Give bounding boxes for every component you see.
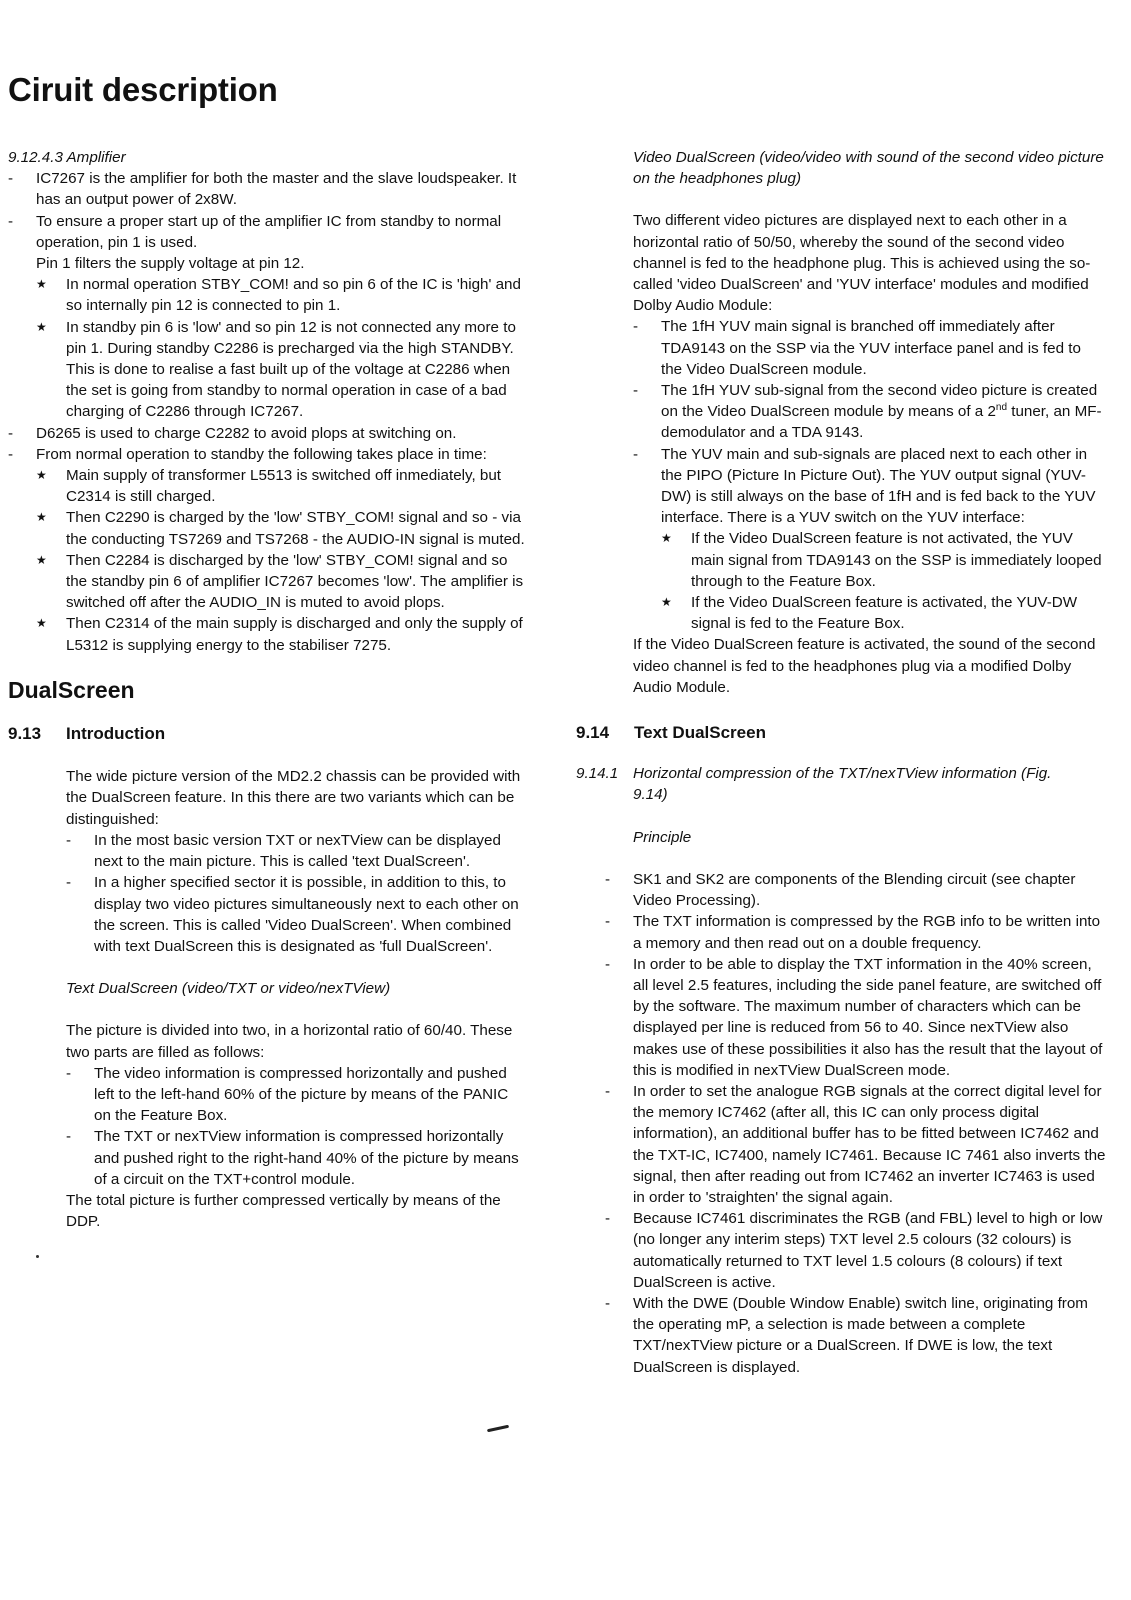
star-item: ★ Then C2284 is discharged by the 'low' STBY_COM! signal and so the standby pin 6 of amplifier IC7267 becomes 'low'. The amplifier is switched off after the AUDIO_IN is muted to avoid plops. bbox=[36, 550, 528, 614]
section-title: Text DualScreen bbox=[634, 723, 766, 743]
list-item: - D6265 is used to charge C2282 to avoid plops at switching on. bbox=[8, 423, 528, 444]
star-item: ★ Then C2314 of the main supply is discharged and only the supply of L5312 is supplying energy to the stabiliser 7275. bbox=[36, 613, 528, 655]
star-item: ★ Main supply of transformer L5513 is switched off inmediately, but C2314 is still charged. bbox=[36, 465, 528, 507]
scan-speck bbox=[36, 1255, 39, 1258]
right-column bbox=[576, 147, 1106, 1378]
section-title: Introduction bbox=[66, 724, 166, 744]
pin1-star-list bbox=[8, 274, 528, 422]
list-item: - SK1 and SK2 are components of the Blending circuit (see chapter Video Processing). bbox=[605, 869, 1106, 911]
intro-list bbox=[66, 830, 528, 957]
subsection-number: 9.14.1 bbox=[576, 765, 619, 783]
left-column bbox=[8, 147, 528, 1232]
list-item: - In order to set the analogue RGB signals at the correct digital level for the memory IC7462 (after all, this IC can only process digital information), an additional buffer has to be fitted between IC7462 and the TXT-IC, IC7400, namely IC7461. Because IC 7461 also inverts the signal, then after reading out from IC7462 an inverter IC7463 is used in order to 'straighten' the signal again. bbox=[605, 1081, 1106, 1208]
list-item: - In order to be able to display the TXT information in the 40% screen, all level 2.5 features, including the side panel feature, are switched off by the software. The maximum number of characters which can be displayed per line is reduced from 56 to 40. Since nexTView also makes use of these possibilities it also has the result that the layout of this is modified in nexTView DualScreen mode. bbox=[605, 954, 1106, 1081]
page-title: Ciruit description bbox=[8, 71, 278, 108]
dualscreen-title: DualScreen bbox=[8, 676, 135, 703]
list-item bbox=[8, 211, 528, 275]
text-dualscreen-list bbox=[66, 1063, 528, 1190]
list-item: - Because IC7461 discriminates the RGB (and FBL) level to high or low (no longer any interim steps) TXT level 2.5 colours (32 colours) is automatically returned to TXT level 1.5 colours (8 colours) if text DualScreen is active. bbox=[605, 1208, 1106, 1293]
star-item: ★ In standby pin 6 is 'low' and so pin 12 is not connected any more to pin 1. During standby C2286 is precharged via the high STANDBY. This is done to realise a fast built up of the voltage at C2286 when the set is going from standby to normal operation in case of a bad charging of C2286 through IC7267. bbox=[36, 317, 528, 423]
pen-mark bbox=[487, 1425, 509, 1433]
text-dualscreen-section-heading bbox=[576, 722, 1106, 743]
standby-star-list bbox=[8, 465, 528, 656]
list-item: - The 1fH YUV main signal is branched off immediately after TDA9143 on the SSP via the YUV interface panel and is fed to the Video DualScreen module. bbox=[633, 316, 1106, 380]
text-dualscreen-footer: The total picture is further compressed vertically by means of the DDP. bbox=[66, 1191, 501, 1231]
section-number: 9.14 bbox=[576, 723, 610, 743]
star-item: ★ Then C2290 is charged by the 'low' STBY_COM! signal and so - via the conducting TS7269 and TS7268 - the AUDIO-IN signal is muted. bbox=[36, 507, 528, 549]
text-dualscreen-text: The picture is divided into two, in a horizontal ratio of 60/40. These two parts are filled as follows: bbox=[66, 1022, 513, 1061]
principle-list bbox=[605, 869, 1106, 1378]
introduction-body bbox=[8, 766, 528, 1232]
star-item: ★ If the Video DualScreen feature is not activated, the YUV main signal from TDA9143 on the SSP is immediately looped through to the Feature Box. bbox=[661, 528, 1106, 592]
amplifier-heading: 9.12.4.3 Amplifier bbox=[8, 149, 126, 166]
list-item-text: The 1fH YUV sub-signal from the second video picture is created on the Video DualScreen module by means of a 2 bbox=[661, 382, 1098, 421]
list-item: - From normal operation to standby the following takes place in time: bbox=[8, 444, 528, 465]
video-dualscreen-list bbox=[633, 316, 1106, 528]
video-dualscreen-heading: Video DualScreen (video/video with sound of the second video picture on the headphones plug) bbox=[633, 149, 1104, 188]
intro-text: The wide picture version of the MD2.2 chassis can be provided with the DualScreen feature. In this there are two variants which can be distinguished: bbox=[66, 768, 521, 828]
list-item: - The TXT information is compressed by the RGB info to be written into a memory and then read out on a double frequency. bbox=[605, 911, 1106, 953]
video-dualscreen-body bbox=[576, 147, 1106, 698]
list-item: - With the DWE (Double Window Enable) switch line, originating from the operating mP, a selection is made between a complete TXT/nexTView picture or a DualScreen. If DWE is low, the text DualScreen is displayed. bbox=[605, 1293, 1106, 1378]
section-number: 9.13 bbox=[8, 724, 42, 744]
introduction-heading bbox=[8, 723, 528, 744]
pin1-text: Pin 1 filters the supply voltage at pin 12. bbox=[36, 255, 305, 273]
list-item: - The video information is compressed horizontally and pushed left to the left-hand 60% of the picture by means of the PANIC on the Feature Box. bbox=[66, 1063, 528, 1127]
star-item: ★ In normal operation STBY_COM! and so pin 6 of the IC is 'high' and so internally pin 12 is connected to pin 1. bbox=[36, 274, 528, 316]
star-item: ★ If the Video DualScreen feature is activated, the YUV-DW signal is fed to the Feature Box. bbox=[661, 592, 1106, 634]
horizontal-compression-heading bbox=[576, 763, 1106, 805]
list-item: - The TXT or nexTView information is compressed horizontally and pushed right to the right-hand 40% of the picture by means of a circuit on the TXT+control module. bbox=[66, 1126, 528, 1190]
list-item: - In the most basic version TXT or nexTView can be displayed next to the main picture. This is called 'text DualScreen'. bbox=[66, 830, 528, 872]
list-item bbox=[633, 380, 1106, 444]
ordinal-suffix: nd bbox=[995, 402, 1008, 414]
principle-body bbox=[576, 827, 1106, 1378]
list-item: - IC7267 is the amplifier for both the master and the slave loudspeaker. It has an output power of 2x8W. bbox=[8, 168, 528, 210]
principle-heading: Principle bbox=[633, 828, 692, 846]
subsection-title: Horizontal compression of the TXT/nexTView information (Fig. 9.14) bbox=[633, 765, 1052, 804]
amplifier-list-2 bbox=[8, 423, 528, 465]
list-item: - The YUV main and sub-signals are placed next to each other in the PIPO (Picture In Picture Out). The YUV output signal (YUV-DW) is still always on the base of 1fH and is fed back to the YUV interface. There is a YUV switch on the YUV interface: bbox=[633, 444, 1106, 529]
video-dualscreen-footer: If the Video DualScreen feature is activated, the sound of the second video channel is fed to the headphones plug via a modified Dolby Audio Module. bbox=[633, 636, 1096, 696]
list-item-text: To ensure a proper start up of the amplifier IC from standby to normal operation, pin 1 is used. bbox=[36, 212, 502, 251]
text-dualscreen-heading: Text DualScreen (video/TXT or video/nexTView) bbox=[66, 980, 391, 998]
list-item-text: tuner, an MF-demodulator and a TDA 9143. bbox=[661, 403, 1102, 442]
video-dualscreen-stars bbox=[633, 528, 1106, 634]
list-item: - In a higher specified sector it is possible, in addition to this, to display two video pictures simultaneously next to each other on the screen. This is called 'Video DualScreen'. When combined with text DualScreen this is designated as 'full DualScreen'. bbox=[66, 872, 528, 957]
video-dualscreen-text: Two different video pictures are displayed next to each other in a horizontal ratio of 50/50, whereby the sound of the second video channel is fed to the headphone plug. This is achieved using the so-called 'video DualScreen' and 'YUV interface' modules and modified Dolby Audio Module: bbox=[633, 212, 1091, 315]
amplifier-list bbox=[8, 168, 528, 274]
